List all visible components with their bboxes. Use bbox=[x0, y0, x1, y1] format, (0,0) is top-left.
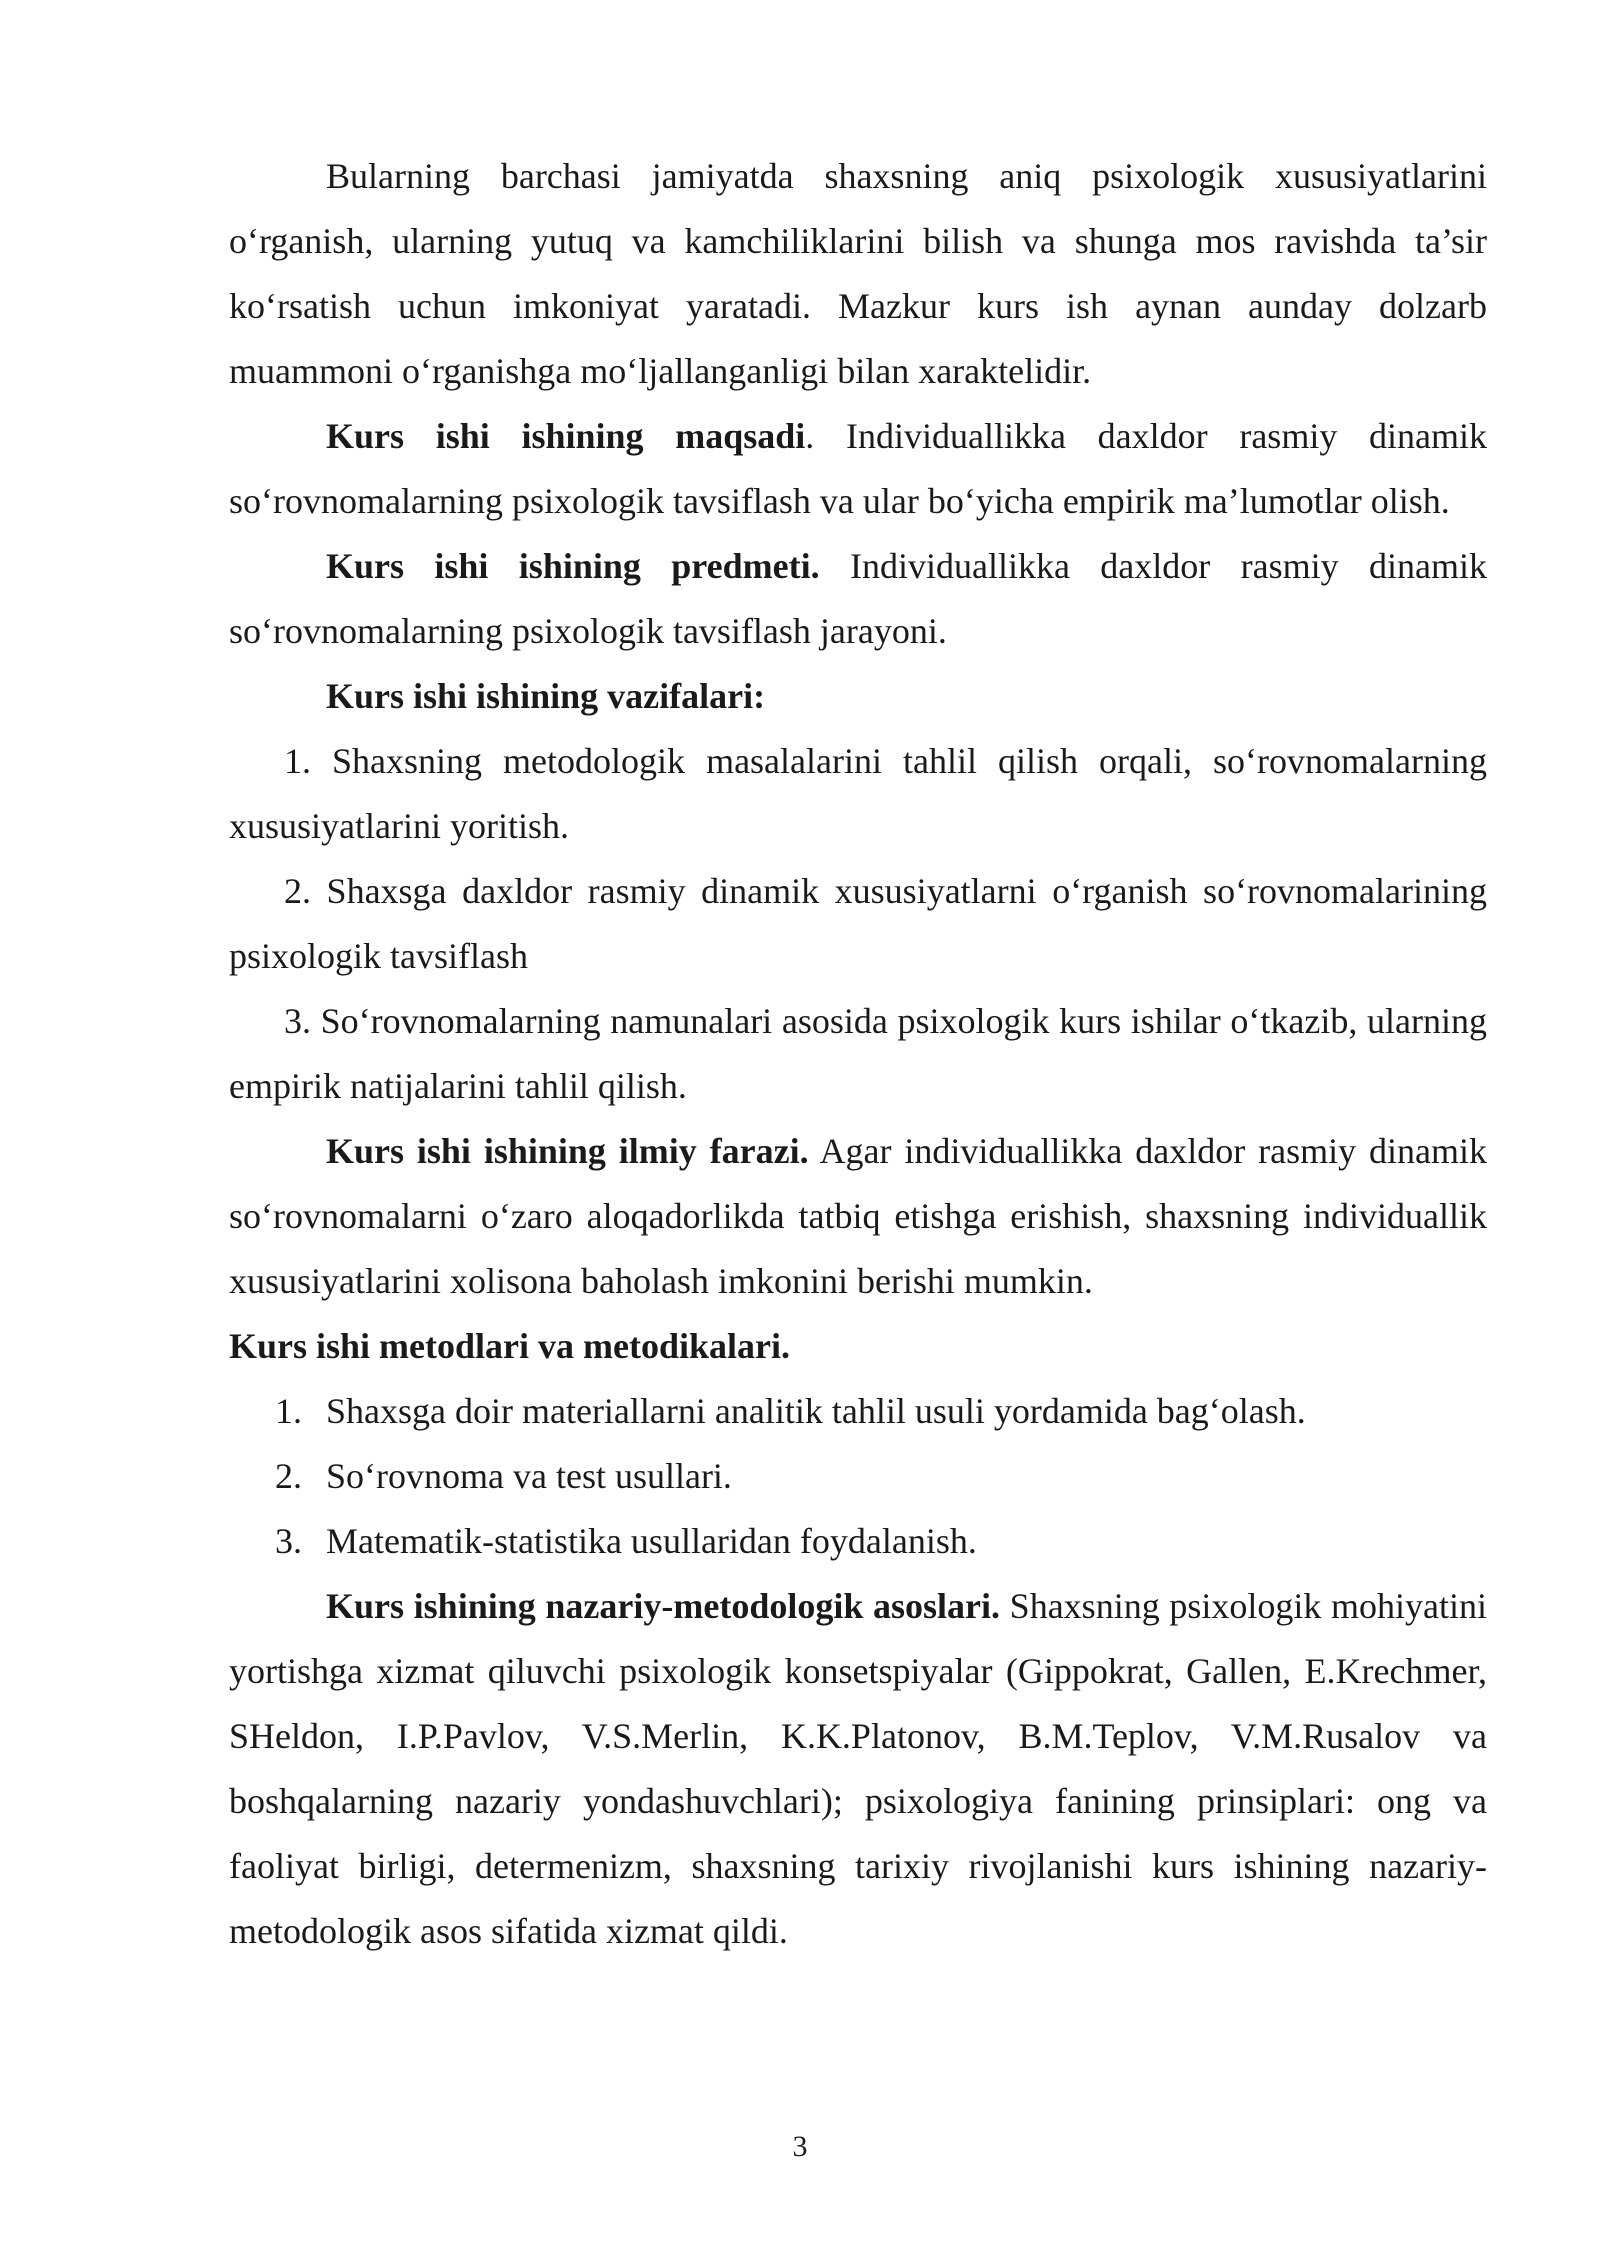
subject-text: Individuallikka daxldor rasmiy dinamik so‘rovnomalarning psixologik tavsiflash jarayoni. bbox=[229, 546, 1488, 651]
goal-paragraph bbox=[229, 404, 1487, 534]
methods-heading-paragraph bbox=[229, 1314, 1487, 1379]
hypothesis-text: Agar individuallikka daxldor rasmiy dinamik so‘rovnomalarni o‘zaro aloqadorlikda tatbiq etishga erishish, shaxsning individuallik xususiyatlarini xolisona baholash imkonini berishi mumkin. bbox=[229, 1131, 1487, 1301]
subject-heading: Kurs ishi ishining predmeti. bbox=[326, 546, 820, 586]
task-number: 2. bbox=[284, 871, 311, 911]
hypothesis-paragraph bbox=[229, 1119, 1487, 1314]
hypothesis-heading: Kurs ishi ishining ilmiy farazi. bbox=[326, 1131, 809, 1171]
method-number: 3. bbox=[275, 1521, 302, 1561]
task-text: So‘rovnomalarning namunalari asosida psixologik kurs ishilar o‘tkazib, ularning empirik natijalarini tahlil qilish. bbox=[229, 1001, 1487, 1106]
task-text: Shaxsning metodologik masalalarini tahlil qilish orqali, so‘rovnomalarning xususiyatlarini yoritish. bbox=[229, 741, 1487, 846]
goal-heading: Kurs ishi ishining maqsadi bbox=[326, 416, 806, 456]
tasks-heading: Kurs ishi ishining vazifalari: bbox=[326, 676, 766, 716]
intro-paragraph: Bularning barchasi jamiyatda shaxsning aniq psixologik xususiyatlarini o‘rganish, ularning yutuq va kamchiliklarini bilish va shunga mos ravishda ta’sir ko‘rsatish uchun imkoniyat yaratadi. Mazkur kurs ish aynan aunday dolzarb muammoni o‘rganishga mo‘ljallanganligi bilan xaraktelidir. bbox=[229, 156, 1487, 391]
methods-list bbox=[229, 1379, 1487, 1574]
goal-text: . Individuallikka daxldor rasmiy dinamik so‘rovnomalarning psixologik tavsiflash va ular bo‘yicha empirik ma’lumotlar olish. bbox=[229, 416, 1488, 521]
task-text: Shaxsga daxldor rasmiy dinamik xususiyatlarni o‘rganish so‘rovnomalarining psixologik tavsiflash bbox=[229, 871, 1487, 976]
subject-paragraph bbox=[229, 534, 1487, 664]
foundations-heading: Kurs ishining nazariy-metodologik asoslari. bbox=[326, 1586, 1001, 1626]
method-text: So‘rovnoma va test usullari. bbox=[326, 1456, 732, 1496]
list-item bbox=[229, 1509, 1487, 1574]
method-number: 1. bbox=[275, 1391, 302, 1431]
foundations-text: Shaxsning psixologik mohiyatini yortishga xizmat qiluvchi psixologik konsetspiyalar (Gippokrat, Gallen, E.Krechmer, SHeldon, I.P.Pavlov, V.S.Merlin, K.K.Platonov, B.M.Teplov, V.M.Rusalov va boshqalarning nazariy yondashuvchlari); psixologiya fanining prinsiplari: ong va faoliyat birligi, determenizm, shaxsning tarixiy rivojlanishi kurs ishining nazariy-metodologik asos sifatida xizmat qildi. bbox=[229, 1586, 1488, 1951]
foundations-paragraph bbox=[229, 1574, 1487, 1964]
document-page bbox=[229, 144, 1487, 1964]
task-item bbox=[229, 729, 1487, 859]
task-number: 1. bbox=[284, 741, 311, 781]
page-number: 3 bbox=[792, 2130, 808, 2163]
method-text: Shaxsga doir materiallarni analitik tahlil usuli yordamida bag‘olash. bbox=[326, 1391, 1306, 1431]
methods-heading: Kurs ishi metodlari va metodikalari. bbox=[229, 1326, 790, 1366]
list-item bbox=[229, 1379, 1487, 1444]
task-item bbox=[229, 989, 1487, 1119]
task-number: 3. bbox=[284, 1001, 311, 1041]
list-item bbox=[229, 1444, 1487, 1509]
method-text: Matematik-statistika usullaridan foydalanish. bbox=[326, 1521, 977, 1561]
task-item bbox=[229, 859, 1487, 989]
method-number: 2. bbox=[275, 1456, 302, 1496]
tasks-heading-paragraph bbox=[229, 664, 1487, 729]
